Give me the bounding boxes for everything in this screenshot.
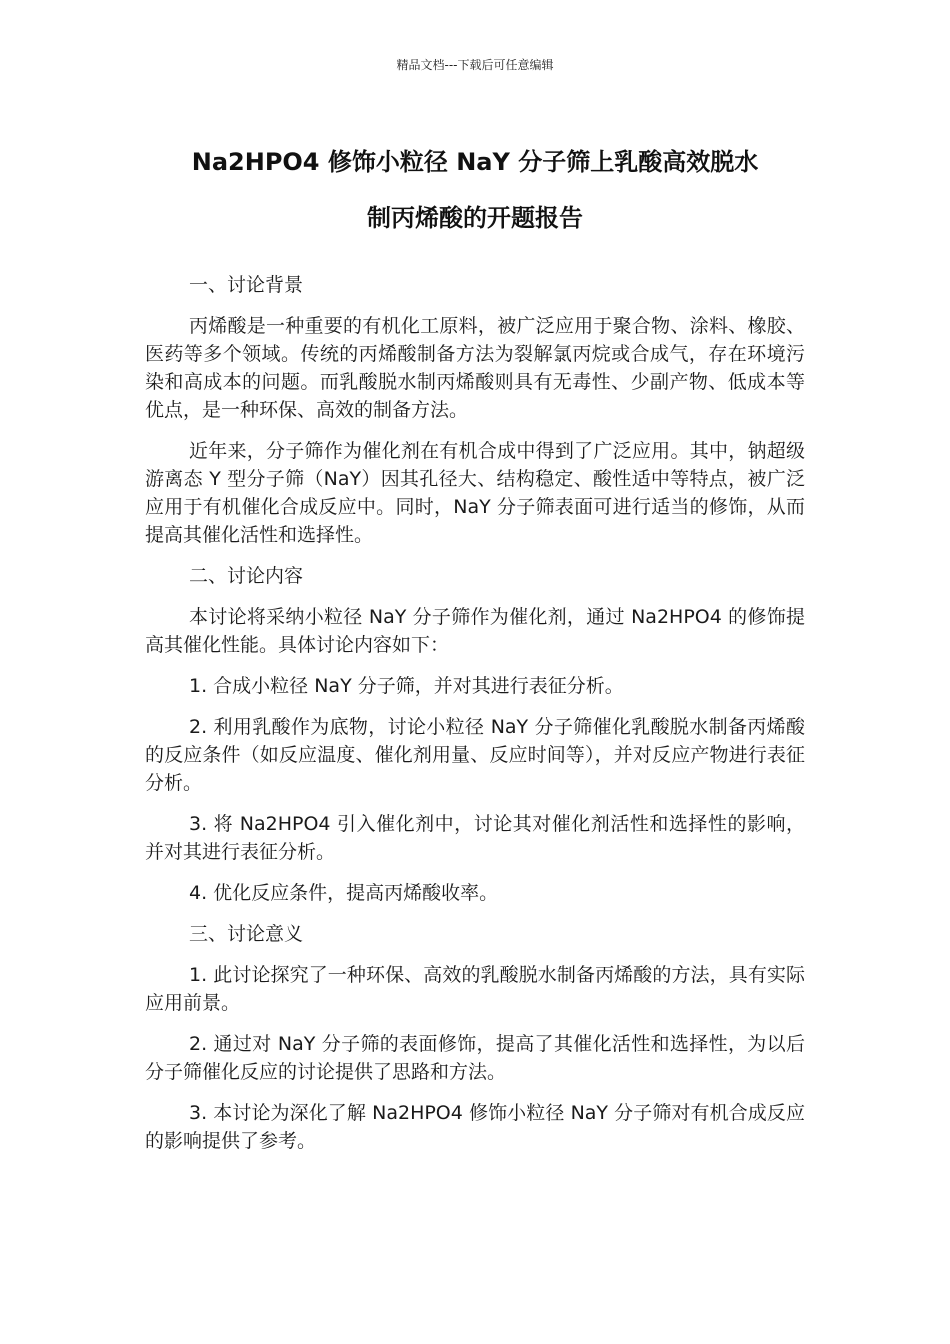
title-line-2: 制丙烯酸的开题报告 [367,204,583,232]
background-paragraph-1: 丙烯酸是一种重要的有机化工原料，被广泛应用于聚合物、涂料、橡胶、医药等多个领域。传统的丙烯酸制备方法为裂解氯丙烷或合成气，存在环境污染和高成本的问题。而乳酸脱水制丙烯酸则具有无毒性、少副产物、低成本等优点，是一种环保、高效的制备方法。 [145,315,805,421]
section-heading-content: 二、讨论内容 [189,565,304,587]
significance-list-item: 1. 此讨论探究了一种环保、高效的乳酸脱水制备丙烯酸的方法，具有实际应用前景。 [145,964,805,1014]
document-body [145,271,805,1168]
significance-list-item: 2. 通过对 NaY 分子筛的表面修饰，提高了其催化活性和选择性，为以后分子筛催化反应的讨论提供了思路和方法。 [145,1033,805,1083]
content-intro-paragraph: 本讨论将采纳小粒径 NaY 分子筛作为催化剂，通过 Na2HPO4 的修饰提高其催化性能。具体讨论内容如下： [145,606,805,656]
background-paragraph-2: 近年来，分子筛作为催化剂在有机合成中得到了广泛应用。其中，钠超级游离态 Y 型分子筛（NaY）因其孔径大、结构稳定、酸性适中等特点，被广泛应用于有机催化合成反应中。同时，NaY 分子筛表面可进行适当的修饰，从而提高其催化活性和选择性。 [145,440,805,546]
section-heading-significance: 三、讨论意义 [189,923,304,945]
content-list-item: 3. 将 Na2HPO4 引入催化剂中，讨论其对催化剂活性和选择性的影响，并对其进行表征分析。 [145,813,805,863]
content-list-item: 1. 合成小粒径 NaY 分子筛，并对其进行表征分析。 [189,675,624,697]
significance-list-item: 3. 本讨论为深化了解 Na2HPO4 修饰小粒径 NaY 分子筛对有机合成反应的影响提供了参考。 [145,1102,805,1152]
title-line-1: Na2HPO4 修饰小粒径 NaY 分子筛上乳酸高效脱水 [191,148,759,176]
section-heading-background: 一、讨论背景 [189,274,304,296]
header-note: 精品文档---下载后可任意编辑 [396,58,554,72]
document-title [145,134,805,246]
content-list-item: 2. 利用乳酸作为底物，讨论小粒径 NaY 分子筛催化乳酸脱水制备丙烯酸的反应条件（如反应温度、催化剂用量、反应时间等），并对反应产物进行表征分析。 [145,716,805,794]
content-list-item: 4. 优化反应条件，提高丙烯酸收率。 [189,882,499,904]
